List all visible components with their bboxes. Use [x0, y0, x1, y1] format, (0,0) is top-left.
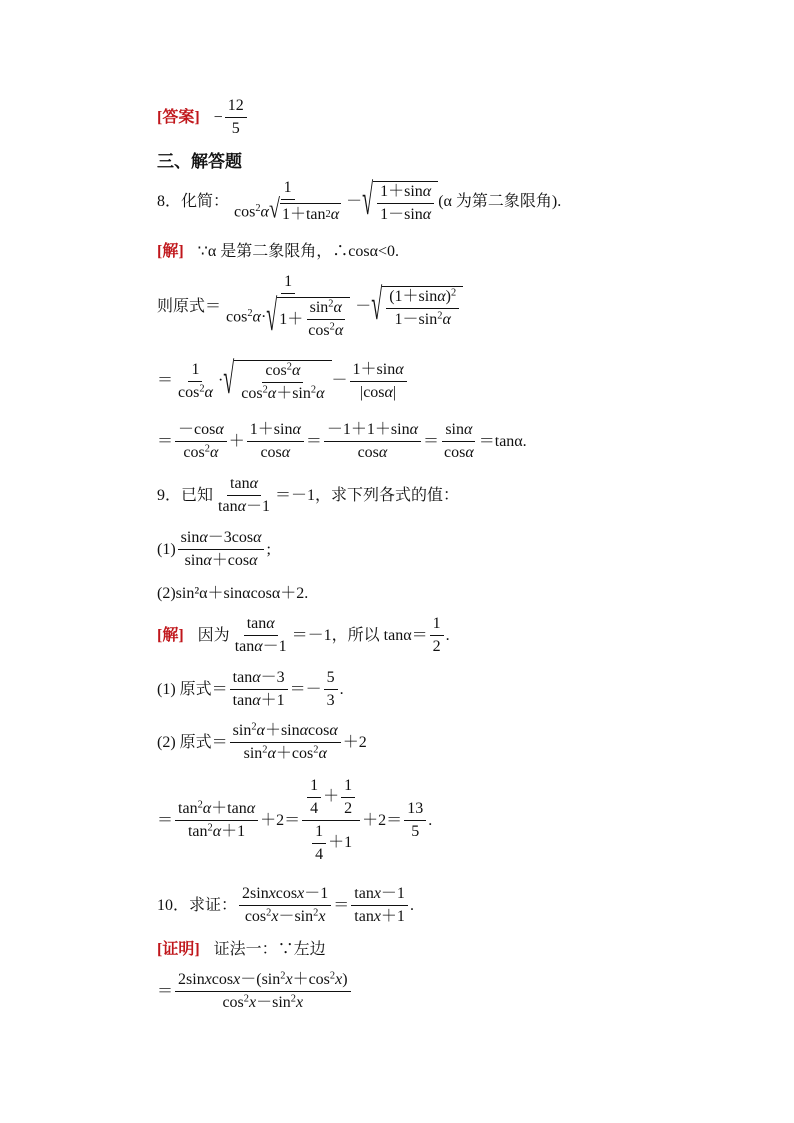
- sol9-p2-label: (2) 原式＝: [157, 733, 228, 751]
- sol8-label: [解]: [157, 243, 184, 260]
- solution-8-intro: [157, 244, 399, 260]
- q10-prefix: 10．求证：: [157, 896, 238, 914]
- q9-condition: ＝－1，求下列各式的值：: [274, 486, 459, 504]
- sol8-line1-prefix: 则原式＝: [157, 297, 222, 315]
- solution-9-part-2-line-2: ＝ $\tan^2\alpha+\tan\alpha$ $\tan^2\alpha+1$ ＋2＝ $\frac{1}{4}$ ＋ $\frac{1}{2}$ $\frac{1}{4}$ ＋1 ＋2＝ 13 5 .: [157, 777, 433, 863]
- proof-10-line-1: ＝ $2sinxcosx-(\sin^2x+\cos^2x)$ $\cos^2x-\sin^2x$: [157, 972, 353, 1011]
- sol9-p1-label: (1) 原式＝: [157, 680, 228, 698]
- question-8: 8．化简： 1 $\cos^2\alpha$ √ 1＋tan 2 α － √ 1＋sinα 1－sinα (α 为第二象限角).: [157, 176, 562, 225]
- q9-prefix: 9．已知: [157, 486, 214, 504]
- sol9-intro-mid: ＝－1，所以 tanα＝: [291, 626, 428, 644]
- answer-fraction: [225, 98, 247, 137]
- question-10: 10．求证： 2sinxcosx－1 $\cos^2x-\sin^2x$ ＝ tanx－1 tanx＋1 .: [157, 885, 414, 925]
- answer-numerator: 12: [225, 98, 247, 118]
- q9-part-1: (1) sinα－3cosα sinα＋cosα ;: [157, 529, 271, 569]
- proof10-intro: 证法一：∵左边: [213, 941, 326, 958]
- sol9-intro: 因为: [197, 626, 230, 644]
- proof-10-intro: [157, 942, 326, 958]
- section-heading: 三、解答题: [157, 152, 242, 171]
- answer-line: [157, 98, 249, 137]
- answer-denominator: 5: [231, 120, 240, 137]
- q8-fraction-1: 1 $\cos^2\alpha$ √ 1＋tan 2 α: [234, 179, 340, 225]
- solution-8-line-1: 则原式＝ 1 $\cos^2\alpha\cdot$ √ 1＋ $\sin^2\alpha$ $\cos^2\alpha$ － √ $(1+\sin\alpha)^2$ $1-\sin^2\alpha$: [157, 274, 463, 339]
- sol8-intro-text: ∵α 是第二象限角，∴cosα<0.: [197, 243, 399, 260]
- q9-part-2: (2)sin²α＋sinαcosα＋2.: [157, 585, 309, 602]
- sol8-final: tanα.: [494, 432, 527, 450]
- q9-part1-label: (1): [157, 540, 176, 558]
- solution-9-part-2: (2) 原式＝ $\sin^2\alpha+\sin\alpha\cos\alpha$ $\sin^2\alpha+\cos^2\alpha$ ＋2: [157, 721, 367, 762]
- answer-label: [答案]: [157, 108, 200, 126]
- q8-prefix: 8．化简：: [157, 192, 230, 210]
- sol9-label: [解]: [157, 626, 184, 644]
- sol8-line1-fraction: 1 $\cos^2\alpha\cdot$ √ 1＋ $\sin^2\alpha$ $\cos^2\alpha$: [223, 274, 353, 339]
- question-9: 9．已知 tanα tanα－1 ＝－1，求下列各式的值：: [157, 475, 459, 515]
- proof10-label: [证明]: [157, 941, 200, 958]
- solution-8-line-2: ＝ 1 $\cos^2\alpha$ · √ $\cos^2\alpha$ $\cos^2\alpha+\sin^2\alpha$ － 1＋sinα |cosα|: [157, 360, 409, 402]
- solution-9-part-1: (1) 原式＝ tanα－3 tanα＋1 ＝－ 5 3 .: [157, 669, 344, 709]
- sol9-p1-result: ＝－: [289, 680, 322, 698]
- sol9-p2-tail: ＋2: [342, 733, 367, 751]
- q8-suffix: (α 为第二象限角).: [438, 192, 562, 210]
- solution-9-intro: [解] 因为 tanα tanα－1 ＝－1，所以 tanα＝ 1 2 .: [157, 615, 450, 655]
- answer-sign: −: [213, 108, 223, 126]
- q8-sqrt: √ 1＋sinα 1－sinα: [362, 181, 438, 223]
- solution-8-line-3: ＝ －cosα $\cos^2\alpha$ ＋ 1＋sinα cosα ＝ －1＋1＋sinα cosα ＝ sinα cosα ＝ tanα.: [157, 421, 527, 461]
- sol8-line1-sqrt: √ $(1+\sin\alpha)^2$ $1-\sin^2\alpha$: [371, 286, 463, 328]
